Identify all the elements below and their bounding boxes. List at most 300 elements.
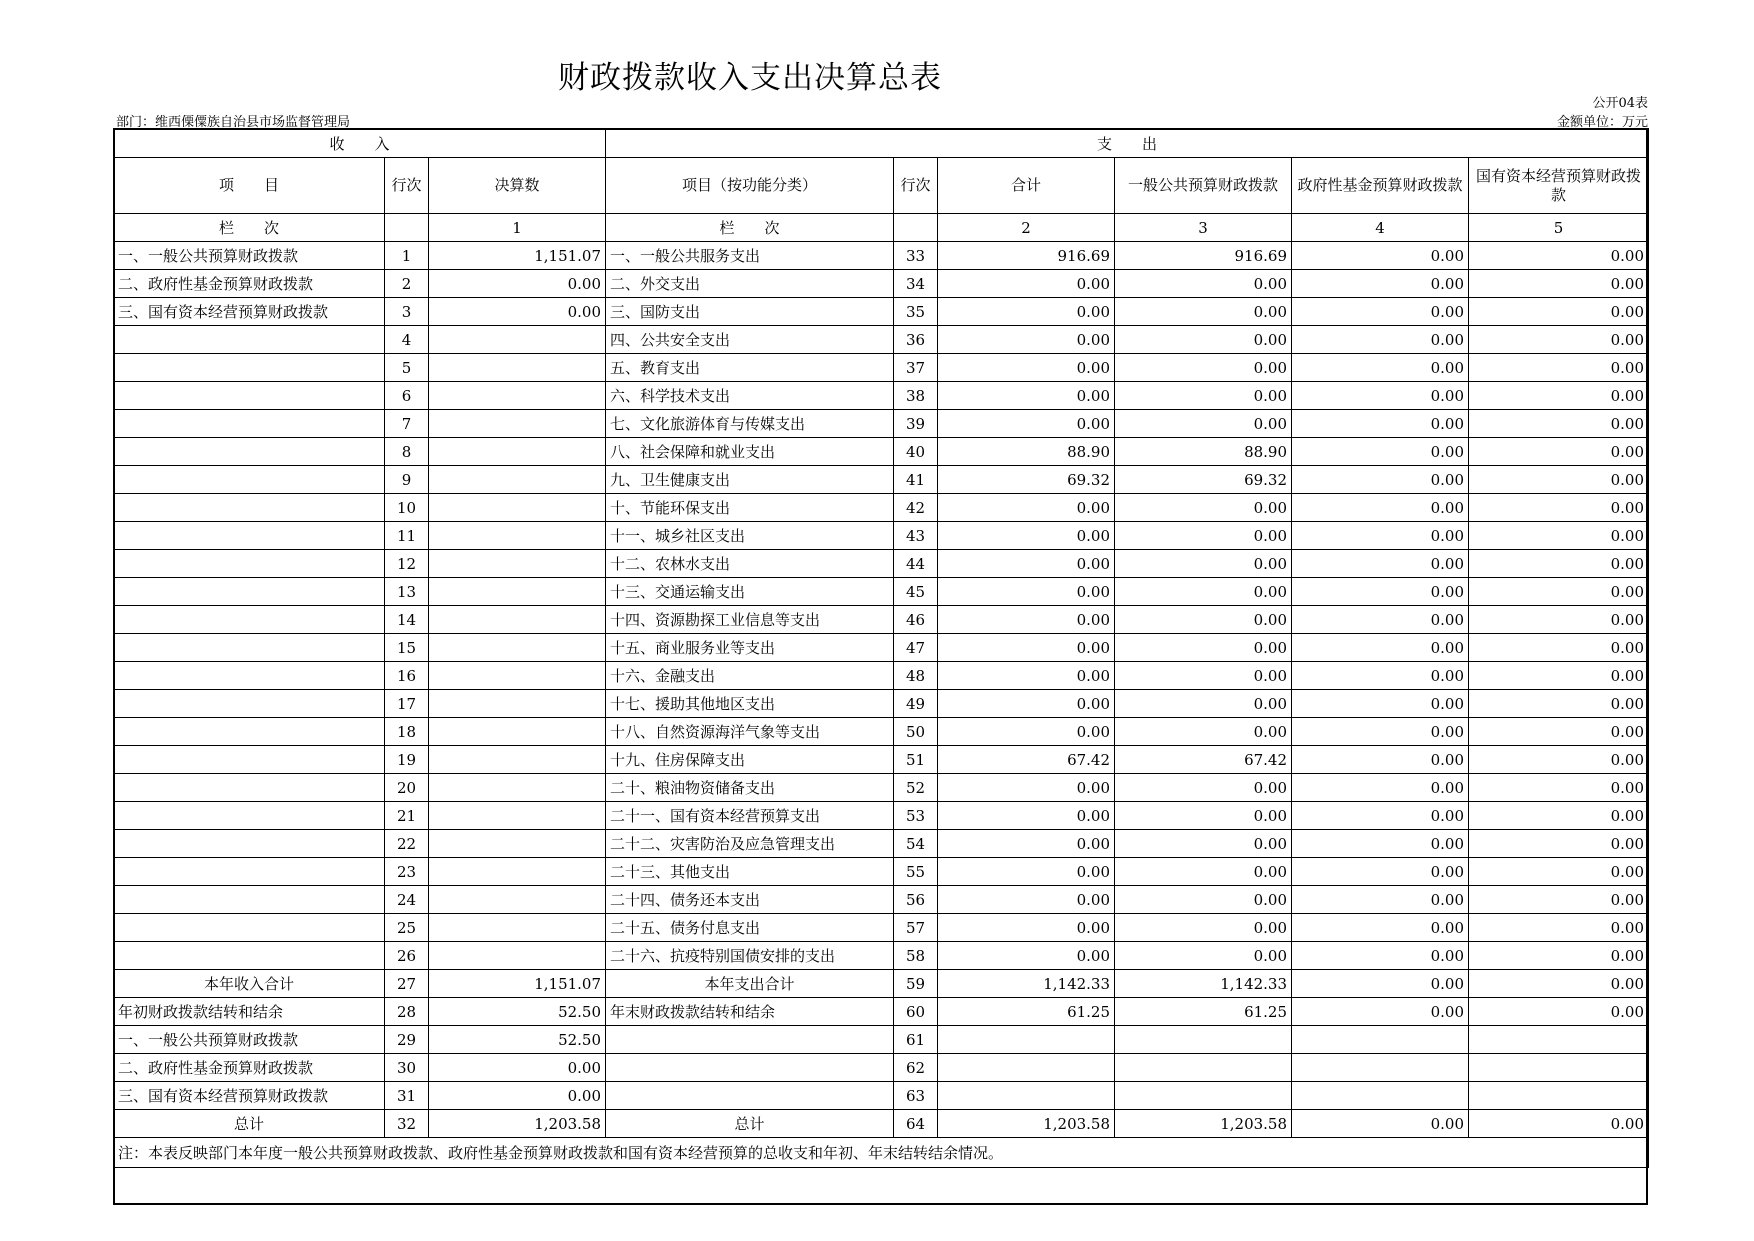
expense-row-no-cell: 33	[894, 242, 938, 270]
expense-item-cell: 二十一、国有资本经营预算支出	[606, 802, 894, 830]
income-item-cell: 总计	[114, 1110, 385, 1138]
expense-item-cell: 二十四、债务还本支出	[606, 886, 894, 914]
table-row	[114, 494, 1649, 522]
expense-item-cell: 十、节能环保支出	[606, 494, 894, 522]
expense-item-cell: 九、卫生健康支出	[606, 466, 894, 494]
income-item-cell	[114, 634, 385, 662]
expense-state-capital-cell: 0.00	[1469, 886, 1649, 914]
expense-total-cell	[938, 1026, 1115, 1054]
col-header-final-amount: 决算数	[429, 158, 606, 214]
income-amount-cell	[429, 858, 606, 886]
income-item-cell: 本年收入合计	[114, 970, 385, 998]
income-amount-cell	[429, 410, 606, 438]
expense-gov-fund-cell: 0.00	[1292, 830, 1469, 858]
col-header-general: 一般公共预算财政拨款	[1115, 158, 1292, 214]
table-row	[114, 830, 1649, 858]
expense-gov-fund-cell: 0.00	[1292, 802, 1469, 830]
expense-state-capital-cell: 0.00	[1469, 410, 1649, 438]
expense-general-cell	[1115, 1082, 1292, 1110]
expense-gov-fund-cell: 0.00	[1292, 774, 1469, 802]
income-amount-cell	[429, 746, 606, 774]
income-row-no-cell: 4	[385, 326, 429, 354]
table-row	[114, 522, 1649, 550]
income-row-no-cell: 24	[385, 886, 429, 914]
expense-state-capital-cell: 0.00	[1469, 970, 1649, 998]
expense-total-cell: 0.00	[938, 298, 1115, 326]
expense-gov-fund-cell: 0.00	[1292, 410, 1469, 438]
table-row	[114, 942, 1649, 970]
expense-total-cell: 1,203.58	[938, 1110, 1115, 1138]
expense-total-cell: 0.00	[938, 382, 1115, 410]
expense-general-cell: 69.32	[1115, 466, 1292, 494]
expense-total-cell: 0.00	[938, 522, 1115, 550]
expense-row-no-cell: 63	[894, 1082, 938, 1110]
expense-gov-fund-cell: 0.00	[1292, 270, 1469, 298]
expense-general-cell: 0.00	[1115, 298, 1292, 326]
expense-item-cell: 六、科学技术支出	[606, 382, 894, 410]
expense-gov-fund-cell: 0.00	[1292, 690, 1469, 718]
income-row-no-cell: 1	[385, 242, 429, 270]
table-row	[114, 774, 1649, 802]
table-row	[114, 634, 1649, 662]
expense-row-no-cell: 45	[894, 578, 938, 606]
expense-state-capital-cell: 0.00	[1469, 326, 1649, 354]
expense-gov-fund-cell: 0.00	[1292, 438, 1469, 466]
income-item-cell	[114, 858, 385, 886]
expense-row-no-cell: 36	[894, 326, 938, 354]
expense-item-cell	[606, 1082, 894, 1110]
expense-gov-fund-cell: 0.00	[1292, 522, 1469, 550]
expense-general-cell: 0.00	[1115, 578, 1292, 606]
expense-item-cell: 十九、住房保障支出	[606, 746, 894, 774]
income-item-cell	[114, 914, 385, 942]
expense-total-cell: 0.00	[938, 914, 1115, 942]
expense-row-no-cell: 42	[894, 494, 938, 522]
expense-general-cell: 67.42	[1115, 746, 1292, 774]
expense-state-capital-cell: 0.00	[1469, 662, 1649, 690]
expense-gov-fund-cell: 0.00	[1292, 298, 1469, 326]
table-row	[114, 662, 1649, 690]
expense-total-cell: 0.00	[938, 690, 1115, 718]
expense-general-cell: 0.00	[1115, 326, 1292, 354]
income-item-cell	[114, 830, 385, 858]
table-row	[114, 970, 1649, 998]
col-label-income: 栏 次	[114, 214, 385, 242]
expense-item-cell: 十八、自然资源海洋气象等支出	[606, 718, 894, 746]
expense-general-cell: 0.00	[1115, 802, 1292, 830]
income-item-cell	[114, 494, 385, 522]
table-row	[114, 270, 1649, 298]
expense-state-capital-cell	[1469, 1054, 1649, 1082]
department-label: 部门：维西傈僳族自治县市场监督管理局	[116, 115, 351, 130]
income-row-no-cell: 22	[385, 830, 429, 858]
expense-row-no-cell: 59	[894, 970, 938, 998]
income-row-no-cell: 9	[385, 466, 429, 494]
expense-state-capital-cell: 0.00	[1469, 774, 1649, 802]
expense-total-cell: 69.32	[938, 466, 1115, 494]
expense-total-cell: 88.90	[938, 438, 1115, 466]
income-row-no-cell: 13	[385, 578, 429, 606]
expense-item-cell: 十三、交通运输支出	[606, 578, 894, 606]
amount-unit-label: 金额单位：万元	[1556, 115, 1648, 130]
income-item-cell	[114, 802, 385, 830]
col-label-blank	[385, 214, 429, 242]
expense-general-cell: 0.00	[1115, 886, 1292, 914]
income-amount-cell: 0.00	[429, 1082, 606, 1110]
table-row	[114, 858, 1649, 886]
expense-general-cell: 0.00	[1115, 606, 1292, 634]
expense-general-cell: 0.00	[1115, 382, 1292, 410]
expense-gov-fund-cell: 0.00	[1292, 494, 1469, 522]
income-row-no-cell: 32	[385, 1110, 429, 1138]
expense-state-capital-cell: 0.00	[1469, 1110, 1649, 1138]
col-header-total: 合计	[938, 158, 1115, 214]
income-item-cell	[114, 438, 385, 466]
expense-item-cell	[606, 1054, 894, 1082]
expense-item-cell: 二十三、其他支出	[606, 858, 894, 886]
expense-state-capital-cell: 0.00	[1469, 298, 1649, 326]
expense-general-cell: 0.00	[1115, 634, 1292, 662]
expense-general-cell: 0.00	[1115, 858, 1292, 886]
expense-state-capital-cell: 0.00	[1469, 606, 1649, 634]
expense-row-no-cell: 52	[894, 774, 938, 802]
income-item-cell	[114, 578, 385, 606]
expense-item-cell	[606, 1026, 894, 1054]
table-row	[114, 746, 1649, 774]
expense-item-cell: 十五、商业服务业等支出	[606, 634, 894, 662]
income-amount-cell: 1,151.07	[429, 970, 606, 998]
income-item-cell	[114, 550, 385, 578]
expense-gov-fund-cell: 0.00	[1292, 382, 1469, 410]
income-amount-cell	[429, 718, 606, 746]
income-row-no-cell: 16	[385, 662, 429, 690]
table-row	[114, 1110, 1649, 1138]
expense-gov-fund-cell: 0.00	[1292, 578, 1469, 606]
expense-item-cell: 十一、城乡社区支出	[606, 522, 894, 550]
expense-state-capital-cell	[1469, 1082, 1649, 1110]
expense-state-capital-cell: 0.00	[1469, 270, 1649, 298]
expense-general-cell: 916.69	[1115, 242, 1292, 270]
income-row-no-cell: 2	[385, 270, 429, 298]
expense-item-cell: 十六、金融支出	[606, 662, 894, 690]
income-row-no-cell: 14	[385, 606, 429, 634]
expense-total-cell: 0.00	[938, 942, 1115, 970]
expense-general-cell	[1115, 1054, 1292, 1082]
expense-item-cell: 十七、援助其他地区支出	[606, 690, 894, 718]
expense-row-no-cell: 60	[894, 998, 938, 1026]
income-amount-cell	[429, 830, 606, 858]
income-item-cell: 一、一般公共预算财政拨款	[114, 1026, 385, 1054]
expense-state-capital-cell: 0.00	[1469, 382, 1649, 410]
expense-row-no-cell: 34	[894, 270, 938, 298]
table-row	[114, 438, 1649, 466]
income-row-no-cell: 30	[385, 1054, 429, 1082]
expense-item-cell: 总计	[606, 1110, 894, 1138]
expense-item-cell: 十四、资源勘探工业信息等支出	[606, 606, 894, 634]
income-row-no-cell: 12	[385, 550, 429, 578]
table-row	[114, 1082, 1649, 1110]
expense-gov-fund-cell: 0.00	[1292, 606, 1469, 634]
expense-row-no-cell: 53	[894, 802, 938, 830]
income-item-cell	[114, 690, 385, 718]
expense-state-capital-cell: 0.00	[1469, 466, 1649, 494]
income-row-no-cell: 15	[385, 634, 429, 662]
expense-row-no-cell: 50	[894, 718, 938, 746]
expense-gov-fund-cell: 0.00	[1292, 886, 1469, 914]
income-row-no-cell: 8	[385, 438, 429, 466]
income-row-no-cell: 21	[385, 802, 429, 830]
expense-item-cell: 年末财政拨款结转和结余	[606, 998, 894, 1026]
expense-row-no-cell: 56	[894, 886, 938, 914]
income-row-no-cell: 6	[385, 382, 429, 410]
expense-item-cell: 八、社会保障和就业支出	[606, 438, 894, 466]
table-row	[114, 242, 1649, 270]
income-amount-cell: 1,203.58	[429, 1110, 606, 1138]
expense-general-cell: 1,142.33	[1115, 970, 1292, 998]
expense-state-capital-cell: 0.00	[1469, 578, 1649, 606]
income-item-cell	[114, 942, 385, 970]
expense-total-cell: 67.42	[938, 746, 1115, 774]
table-row	[114, 914, 1649, 942]
expense-item-cell: 二十、粮油物资储备支出	[606, 774, 894, 802]
expense-state-capital-cell: 0.00	[1469, 550, 1649, 578]
expense-general-cell: 0.00	[1115, 270, 1292, 298]
income-row-no-cell: 25	[385, 914, 429, 942]
expense-total-cell: 0.00	[938, 550, 1115, 578]
income-item-cell: 二、政府性基金预算财政拨款	[114, 1054, 385, 1082]
expense-general-cell: 0.00	[1115, 830, 1292, 858]
expense-row-no-cell: 46	[894, 606, 938, 634]
col-label-2: 2	[938, 214, 1115, 242]
income-amount-cell	[429, 942, 606, 970]
income-row-no-cell: 20	[385, 774, 429, 802]
expense-general-cell: 0.00	[1115, 774, 1292, 802]
expense-general-cell: 0.00	[1115, 914, 1292, 942]
expense-state-capital-cell: 0.00	[1469, 858, 1649, 886]
expense-state-capital-cell: 0.00	[1469, 718, 1649, 746]
expense-row-no-cell: 55	[894, 858, 938, 886]
expense-gov-fund-cell: 0.00	[1292, 970, 1469, 998]
expense-general-cell: 0.00	[1115, 942, 1292, 970]
income-amount-cell	[429, 438, 606, 466]
expense-item-cell: 四、公共安全支出	[606, 326, 894, 354]
income-amount-cell	[429, 634, 606, 662]
col-label-blank-2	[894, 214, 938, 242]
expense-gov-fund-cell: 0.00	[1292, 242, 1469, 270]
income-item-cell	[114, 382, 385, 410]
income-row-no-cell: 3	[385, 298, 429, 326]
income-row-no-cell: 18	[385, 718, 429, 746]
col-header-func-item: 项目（按功能分类）	[606, 158, 894, 214]
table-row	[114, 298, 1649, 326]
table-row	[114, 718, 1649, 746]
table-row	[114, 578, 1649, 606]
expense-gov-fund-cell	[1292, 1054, 1469, 1082]
col-label-3: 3	[1115, 214, 1292, 242]
expense-row-no-cell: 47	[894, 634, 938, 662]
income-amount-cell: 1,151.07	[429, 242, 606, 270]
income-amount-cell	[429, 578, 606, 606]
income-amount-cell	[429, 606, 606, 634]
income-item-cell	[114, 606, 385, 634]
income-amount-cell	[429, 522, 606, 550]
expense-row-no-cell: 57	[894, 914, 938, 942]
expense-general-cell: 0.00	[1115, 690, 1292, 718]
income-item-cell	[114, 354, 385, 382]
expense-total-cell: 0.00	[938, 886, 1115, 914]
expense-item-cell: 二十五、债务付息支出	[606, 914, 894, 942]
expense-general-cell: 0.00	[1115, 718, 1292, 746]
expense-general-cell	[1115, 1026, 1292, 1054]
col-header-item: 项 目	[114, 158, 385, 214]
income-row-no-cell: 7	[385, 410, 429, 438]
expense-total-cell: 0.00	[938, 494, 1115, 522]
table-row	[114, 802, 1649, 830]
expense-state-capital-cell: 0.00	[1469, 914, 1649, 942]
expense-item-cell: 三、国防支出	[606, 298, 894, 326]
expense-gov-fund-cell: 0.00	[1292, 634, 1469, 662]
expense-total-cell: 0.00	[938, 858, 1115, 886]
expense-item-cell: 二十六、抗疫特别国债安排的支出	[606, 942, 894, 970]
expense-gov-fund-cell: 0.00	[1292, 998, 1469, 1026]
col-label-4: 4	[1292, 214, 1469, 242]
income-item-cell: 二、政府性基金预算财政拨款	[114, 270, 385, 298]
expense-total-cell	[938, 1082, 1115, 1110]
income-item-cell	[114, 886, 385, 914]
income-row-no-cell: 11	[385, 522, 429, 550]
expense-gov-fund-cell	[1292, 1082, 1469, 1110]
expense-state-capital-cell: 0.00	[1469, 438, 1649, 466]
expense-total-cell: 0.00	[938, 578, 1115, 606]
expense-total-cell	[938, 1054, 1115, 1082]
income-item-cell	[114, 746, 385, 774]
expense-item-cell: 本年支出合计	[606, 970, 894, 998]
table-row	[114, 326, 1649, 354]
income-row-no-cell: 5	[385, 354, 429, 382]
expense-row-no-cell: 58	[894, 942, 938, 970]
expense-state-capital-cell: 0.00	[1469, 634, 1649, 662]
expense-state-capital-cell: 0.00	[1469, 522, 1649, 550]
income-amount-cell	[429, 802, 606, 830]
income-amount-cell	[429, 326, 606, 354]
expense-state-capital-cell: 0.00	[1469, 354, 1649, 382]
expense-row-no-cell: 37	[894, 354, 938, 382]
expense-state-capital-cell	[1469, 1026, 1649, 1054]
expense-total-cell: 0.00	[938, 634, 1115, 662]
expense-gov-fund-cell: 0.00	[1292, 466, 1469, 494]
col-label-5: 5	[1469, 214, 1649, 242]
income-amount-cell	[429, 690, 606, 718]
expense-total-cell: 61.25	[938, 998, 1115, 1026]
expense-gov-fund-cell: 0.00	[1292, 746, 1469, 774]
expense-total-cell: 0.00	[938, 830, 1115, 858]
expense-row-no-cell: 40	[894, 438, 938, 466]
expense-total-cell: 1,142.33	[938, 970, 1115, 998]
table-row	[114, 550, 1649, 578]
expense-item-cell: 二、外交支出	[606, 270, 894, 298]
table-row	[114, 410, 1649, 438]
income-amount-cell	[429, 550, 606, 578]
income-item-cell: 三、国有资本经营预算财政拨款	[114, 1082, 385, 1110]
expense-total-cell: 0.00	[938, 606, 1115, 634]
table-row	[114, 886, 1649, 914]
income-amount-cell	[429, 466, 606, 494]
income-amount-cell	[429, 382, 606, 410]
expense-total-cell: 0.00	[938, 802, 1115, 830]
income-item-cell	[114, 326, 385, 354]
income-row-no-cell: 27	[385, 970, 429, 998]
expense-row-no-cell: 35	[894, 298, 938, 326]
expense-state-capital-cell: 0.00	[1469, 494, 1649, 522]
expense-total-cell: 0.00	[938, 270, 1115, 298]
income-row-no-cell: 26	[385, 942, 429, 970]
expense-gov-fund-cell: 0.00	[1292, 914, 1469, 942]
expense-row-no-cell: 38	[894, 382, 938, 410]
income-item-cell	[114, 466, 385, 494]
expense-row-no-cell: 51	[894, 746, 938, 774]
table-row	[114, 998, 1649, 1026]
income-row-no-cell: 28	[385, 998, 429, 1026]
table-row	[114, 382, 1649, 410]
form-number: 公开04表	[1592, 96, 1648, 111]
income-amount-cell: 0.00	[429, 298, 606, 326]
income-amount-cell: 0.00	[429, 1054, 606, 1082]
expense-state-capital-cell: 0.00	[1469, 746, 1649, 774]
expense-gov-fund-cell: 0.00	[1292, 942, 1469, 970]
table-row	[114, 690, 1649, 718]
table-row	[114, 1054, 1649, 1082]
expense-general-cell: 88.90	[1115, 438, 1292, 466]
table-row	[114, 354, 1649, 382]
expense-state-capital-cell: 0.00	[1469, 802, 1649, 830]
income-row-no-cell: 17	[385, 690, 429, 718]
expense-row-no-cell: 62	[894, 1054, 938, 1082]
col-header-state-capital: 国有资本经营预算财政拨款	[1469, 158, 1649, 214]
expense-state-capital-cell: 0.00	[1469, 690, 1649, 718]
expense-item-cell: 五、教育支出	[606, 354, 894, 382]
expense-general-cell: 0.00	[1115, 410, 1292, 438]
expense-row-no-cell: 48	[894, 662, 938, 690]
expense-item-cell: 七、文化旅游体育与传媒支出	[606, 410, 894, 438]
income-header: 收 入	[114, 129, 606, 158]
expense-total-cell: 0.00	[938, 354, 1115, 382]
expense-total-cell: 0.00	[938, 718, 1115, 746]
income-item-cell: 三、国有资本经营预算财政拨款	[114, 298, 385, 326]
page-title: 财政拨款收入支出决算总表	[558, 60, 942, 96]
expense-state-capital-cell: 0.00	[1469, 998, 1649, 1026]
expense-item-cell: 十二、农林水支出	[606, 550, 894, 578]
table-row	[114, 1026, 1649, 1054]
col-header-row-no: 行次	[385, 158, 429, 214]
expense-header: 支 出	[606, 129, 1649, 158]
income-amount-cell	[429, 914, 606, 942]
income-amount-cell	[429, 886, 606, 914]
income-amount-cell: 52.50	[429, 1026, 606, 1054]
expense-row-no-cell: 61	[894, 1026, 938, 1054]
expense-gov-fund-cell: 0.00	[1292, 354, 1469, 382]
expense-state-capital-cell: 0.00	[1469, 242, 1649, 270]
expense-general-cell: 0.00	[1115, 354, 1292, 382]
expense-row-no-cell: 41	[894, 466, 938, 494]
income-item-cell: 一、一般公共预算财政拨款	[114, 242, 385, 270]
expense-general-cell: 0.00	[1115, 550, 1292, 578]
expense-general-cell: 0.00	[1115, 522, 1292, 550]
expense-gov-fund-cell: 0.00	[1292, 1110, 1469, 1138]
expense-gov-fund-cell: 0.00	[1292, 718, 1469, 746]
expense-gov-fund-cell: 0.00	[1292, 550, 1469, 578]
expense-total-cell: 916.69	[938, 242, 1115, 270]
income-row-no-cell: 29	[385, 1026, 429, 1054]
